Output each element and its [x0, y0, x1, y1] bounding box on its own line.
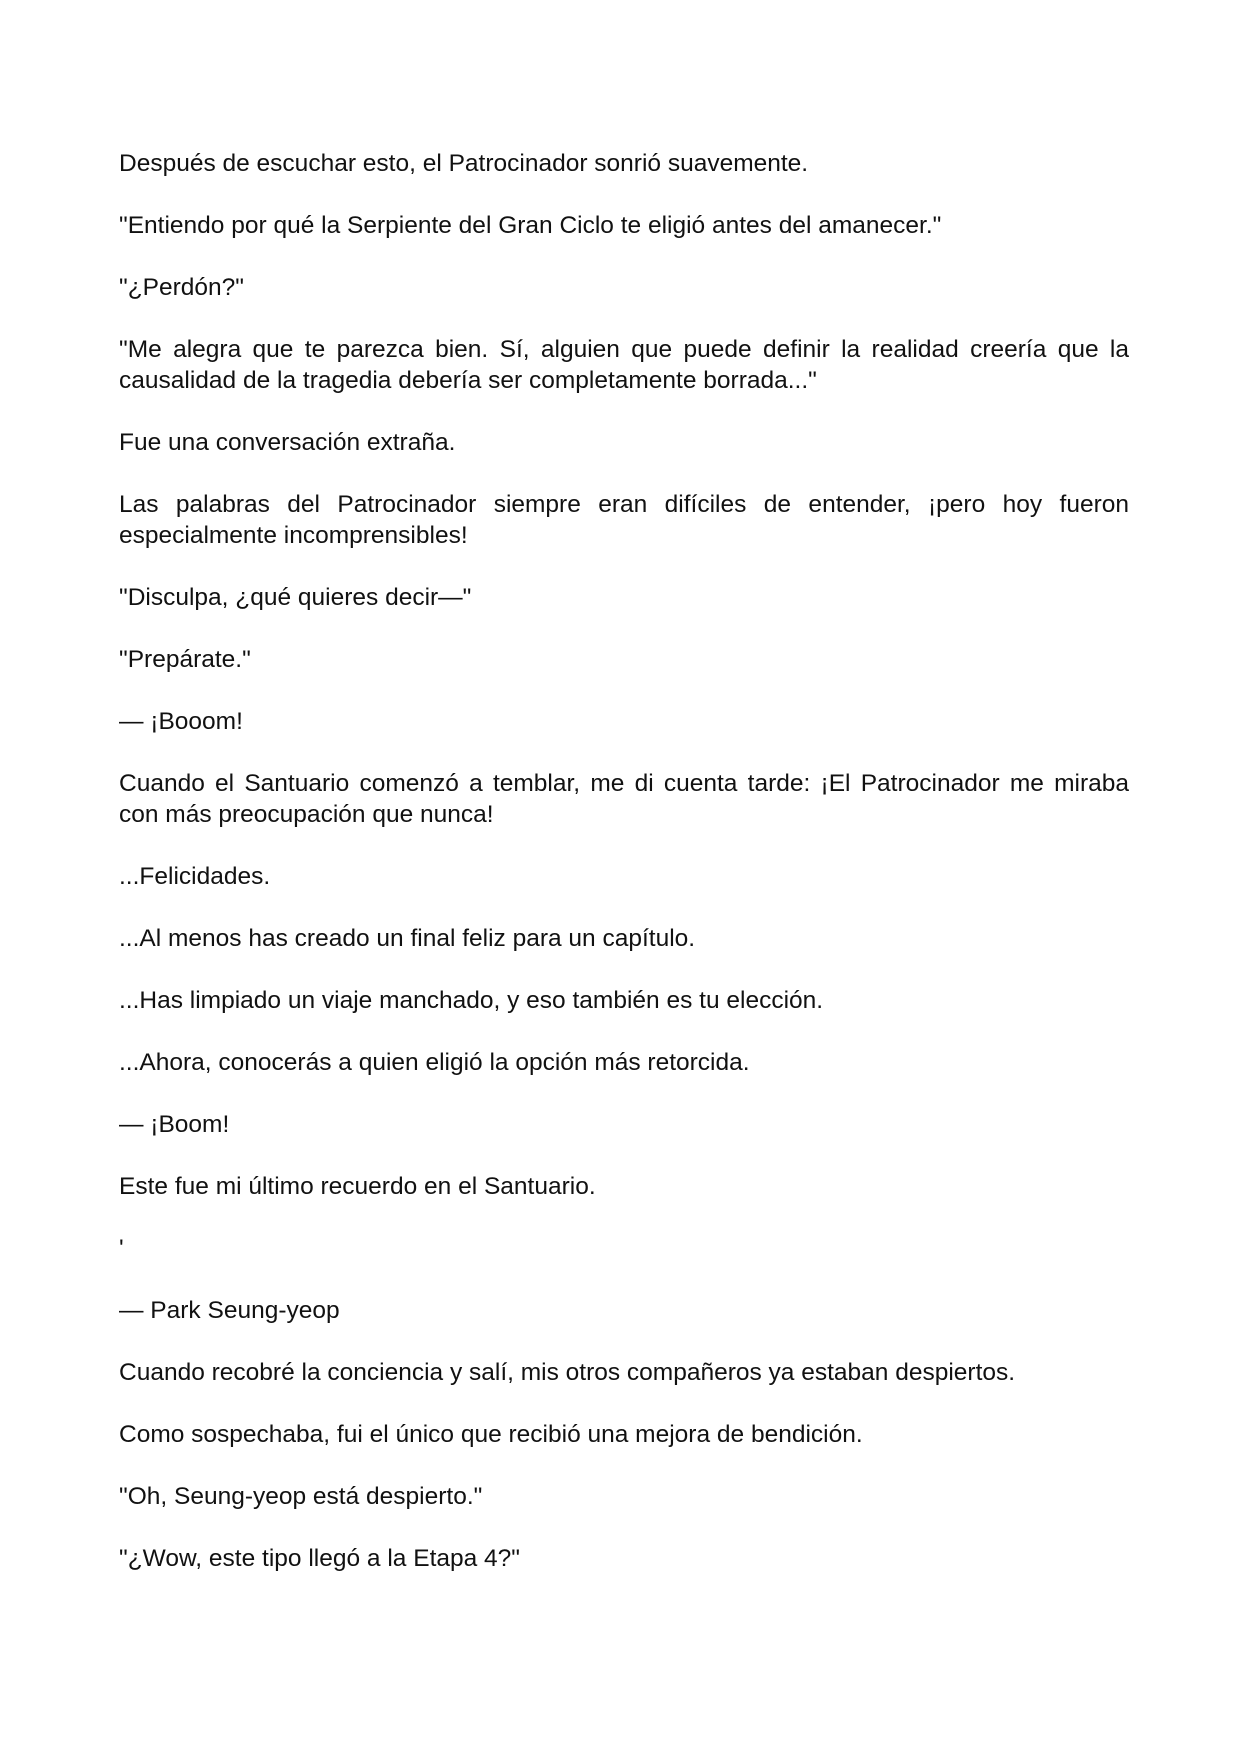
paragraph: "¿Wow, este tipo llegó a la Etapa 4?": [119, 1545, 521, 1572]
paragraph: ...Has limpiado un viaje manchado, y eso también es tu elección.: [119, 987, 824, 1014]
sound-effect-line: — ¡Boom!: [119, 1111, 230, 1138]
paragraph: Como sospechaba, fui el único que recibió una mejora de bendición.: [119, 1421, 863, 1448]
paragraph: Después de escuchar esto, el Patrocinador sonrió suavemente.: [119, 150, 809, 177]
sound-effect-line: — ¡Booom!: [119, 708, 243, 735]
paragraph: "Entiendo por qué la Serpiente del Gran Ciclo te eligió antes del amanecer.": [119, 212, 942, 239]
paragraph: "¿Perdón?": [119, 274, 244, 301]
scene-break-mark: ': [119, 1235, 124, 1262]
paragraph: Fue una conversación extraña.: [119, 429, 456, 456]
paragraph: "Oh, Seung-yeop está despierto.": [119, 1483, 483, 1510]
paragraph: "Disculpa, ¿qué quieres decir—": [119, 584, 472, 611]
paragraph: Cuando el Santuario comenzó a temblar, me di cuenta tarde: ¡El Patrocinador me miraba con más preocupación que nunca!: [119, 770, 1129, 828]
pov-heading: — Park Seung-yeop: [119, 1297, 340, 1324]
paragraph: "Prepárate.": [119, 646, 251, 673]
document-body: [119, 148, 1129, 1605]
paragraph: Cuando recobré la conciencia y salí, mis otros compañeros ya estaban despiertos.: [119, 1359, 1016, 1386]
paragraph: ...Al menos has creado un final feliz para un capítulo.: [119, 925, 696, 952]
paragraph: "Me alegra que te parezca bien. Sí, alguien que puede definir la realidad creería que la causalidad de la tragedia debería ser completamente borrada...": [119, 336, 1129, 394]
paragraph: Las palabras del Patrocinador siempre eran difíciles de entender, ¡pero hoy fueron especialmente incomprensibles!: [119, 491, 1129, 549]
paragraph: Este fue mi último recuerdo en el Santuario.: [119, 1173, 596, 1200]
paragraph: ...Ahora, conocerás a quien eligió la opción más retorcida.: [119, 1049, 750, 1076]
paragraph: ...Felicidades.: [119, 863, 271, 890]
